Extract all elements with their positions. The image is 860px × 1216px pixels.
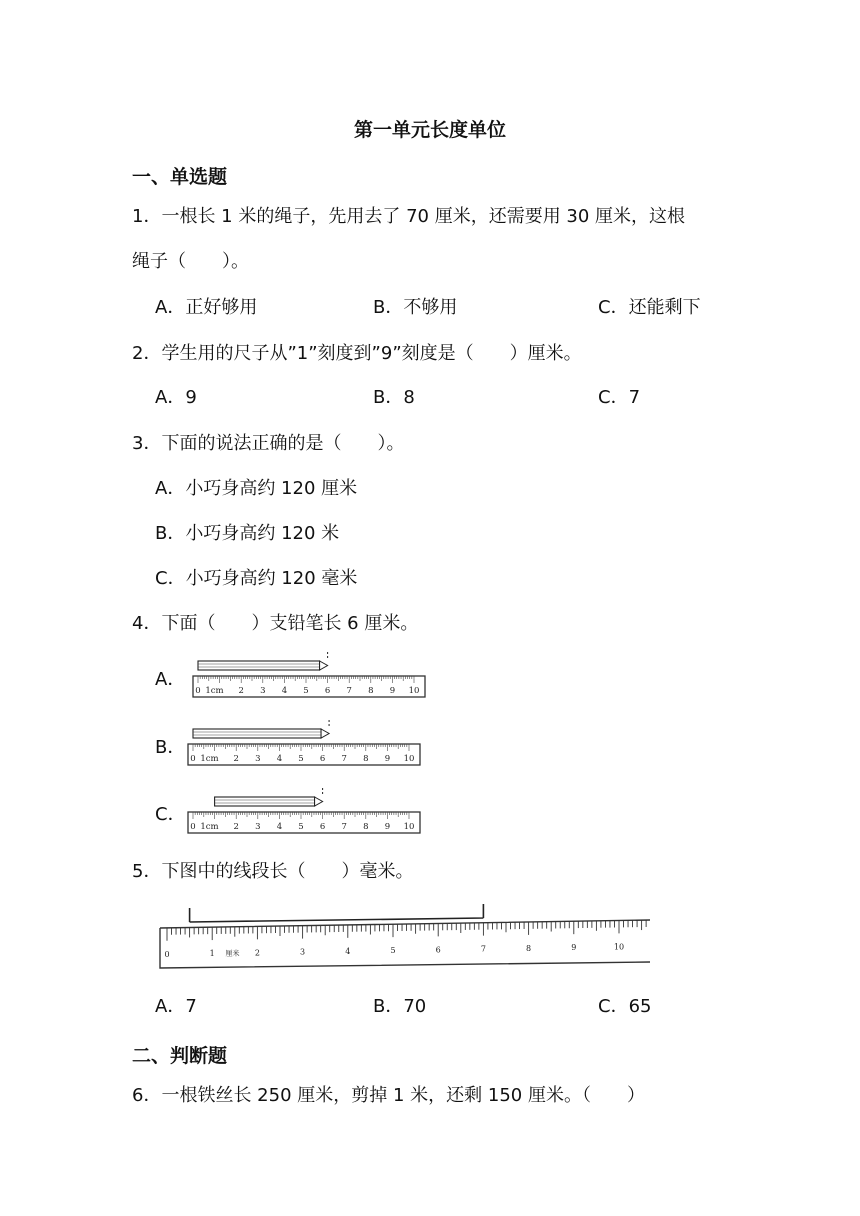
ruler-tick-label: 5 [298,754,304,764]
question-1-option-a[interactable]: A．正好够用 [155,297,258,318]
ruler-with-pencil-a [190,652,430,702]
ruler-tick-label: 7 [346,686,352,696]
question-4-option-c-label[interactable]: C． [155,804,186,825]
ruler-outline [160,920,650,968]
ruler-tick-label: 5 [390,946,396,956]
ruler-tick-label: 7 [341,822,347,832]
page-title: 第一单元长度单位 [353,119,506,141]
ruler-with-pencil-c [185,788,425,838]
ruler-tick-label: 7 [480,944,486,954]
ruler-tick-label: 4 [345,946,351,956]
question-3-option-c[interactable]: C．小巧身高约 120 毫米 [155,568,358,589]
section-heading-single-choice: 一、单选题 [132,166,228,188]
ruler-tick-label: 8 [526,943,532,953]
ruler-tick-label: 3 [255,822,261,832]
question-1-line-1: 1．一根长 1 米的绳子，先用去了 70 厘米，还需要用 30 厘米，这根 [132,206,686,227]
ruler-tick-label: 5 [303,686,309,696]
question-4-option-b-label[interactable]: B． [155,737,186,758]
ruler-tick-label: 厘米 [225,949,240,958]
ruler-tick-label: 9 [571,943,577,953]
ruler-tick-label: 3 [300,947,306,957]
pencil-tip [315,797,323,806]
question-5-text: 5．下图中的线段长（ ）毫米。 [132,861,414,882]
ruler-tick-label: 9 [384,822,391,832]
question-5-option-a[interactable]: A．7 [155,996,197,1017]
question-4-option-a-label[interactable]: A． [155,669,186,690]
ruler-tick-label: 10 [403,754,415,764]
question-1-option-b[interactable]: B．不够用 [373,297,458,318]
question-1-option-c[interactable]: C．还能剩下 [598,297,701,318]
ruler-tick-label: 4 [276,754,283,764]
ruler-tick-label: 0 [195,686,201,696]
ruler-tick-label: 2 [254,948,260,958]
ruler-tick-label: 2 [238,686,244,696]
ruler-tick-label: 9 [389,686,396,696]
question-2-option-c[interactable]: C．7 [598,387,641,408]
ruler-with-pencil-b [185,720,425,770]
ruler-tick-label: 1cm [200,754,219,764]
pencil-body [198,661,320,670]
ruler-tick-label: 10 [613,942,625,952]
question-3-option-b[interactable]: B．小巧身高约 120 米 [155,523,340,544]
ruler-tick-label: 6 [319,822,326,832]
ruler-tick-label: 0 [190,822,196,832]
pencil-body [215,797,315,806]
ruler-tick-label: 0 [164,949,170,959]
question-2-option-b[interactable]: B．8 [373,387,415,408]
question-5-option-b[interactable]: B．70 [373,996,427,1017]
question-4-text: 4．下面（ ）支铅笔长 6 厘米。 [132,613,419,634]
ruler-tick-label: 6 [324,686,331,696]
ruler-tick-label: 10 [403,822,415,832]
ruler-tick-label: 4 [281,686,288,696]
ruler-tick-label: 0 [190,754,196,764]
ruler-tick-label: 2 [233,754,239,764]
ruler-tick-label: 3 [255,754,261,764]
line-segment [190,904,484,922]
ruler-tick-label: 10 [408,686,420,696]
ruler-tick-label: 2 [233,822,239,832]
question-6-text: 6．一根铁丝长 250 厘米，剪掉 1 米，还剩 150 厘米。（ ） [132,1085,645,1106]
pencil-tip [320,661,328,670]
ruler-with-line-segment [155,898,655,973]
pencil-body [193,729,321,738]
ruler-tick-label: 6 [319,754,326,764]
ruler-tick-label: 4 [276,822,283,832]
ruler-tick-label: 7 [341,754,347,764]
ruler-tick-label: 9 [384,754,391,764]
pencil-tip [321,729,329,738]
ruler-tick-label: 3 [260,686,266,696]
question-3-option-a[interactable]: A．小巧身高约 120 厘米 [155,478,358,499]
ruler-tick-label: 5 [298,822,304,832]
question-5-option-c[interactable]: C．65 [598,996,652,1017]
question-2-text: 2．学生用的尺子从”1”刻度到”9”刻度是（ ）厘米。 [132,343,582,364]
question-1-line-2: 绳子（ ）。 [132,251,249,272]
question-2-option-a[interactable]: A．9 [155,387,197,408]
ruler-tick-label: 8 [363,754,369,764]
ruler-tick-label: 8 [368,686,374,696]
question-3-text: 3．下面的说法正确的是（ ）。 [132,433,405,454]
ruler-tick-label: 6 [435,945,441,955]
ruler-tick-label: 1cm [205,686,224,696]
section-heading-judgement: 二、判断题 [132,1045,228,1067]
ruler-tick-label: 8 [363,822,369,832]
ruler-tick-label: 1 [209,949,215,959]
ruler-tick-label: 1cm [200,822,219,832]
